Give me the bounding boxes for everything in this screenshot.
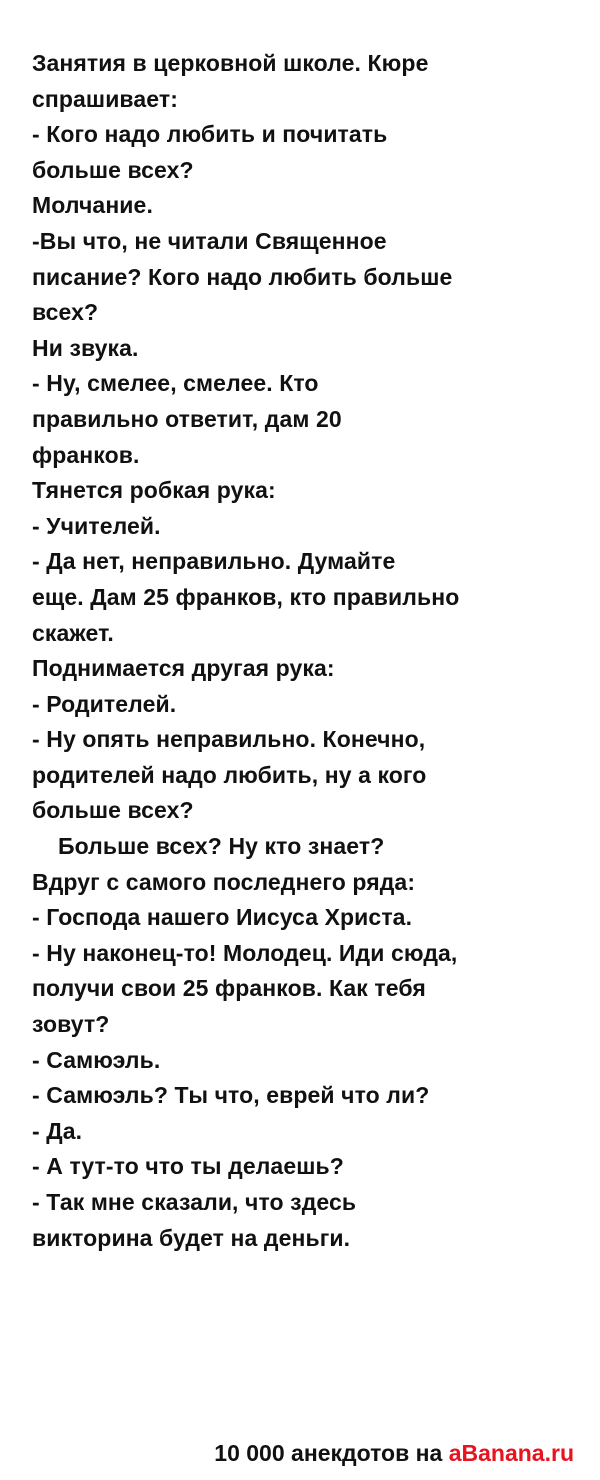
site-brand-name: Banana.ru: [461, 1440, 574, 1466]
joke-line: Вдруг с самого последнего ряда:: [32, 868, 416, 895]
joke-line: зовут?: [32, 1011, 110, 1038]
site-credit: [214, 1438, 574, 1468]
joke-line: викторина будет на деньги.: [32, 1224, 351, 1251]
joke-line: - Ну наконец-то! Молодец. Иди сюда,: [32, 939, 458, 966]
site-credit-prefix: 10 000 анекдотов на: [214, 1440, 449, 1466]
joke-line: получи свои 25 франков. Как тебя: [32, 975, 426, 1002]
joke-line: правильно ответит, дам 20: [32, 405, 342, 432]
joke-line: -Вы что, не читали Священное: [32, 227, 387, 254]
joke-line: больше всех?: [32, 797, 194, 824]
joke-line: писание? Кого надо любить больше: [32, 263, 453, 290]
joke-line: - Кого надо любить и почитать: [32, 121, 388, 148]
site-brand-first-letter: a: [448, 1440, 462, 1466]
joke-line: - Так мне сказали, что здесь: [32, 1189, 357, 1215]
joke-line: - Учителей.: [32, 512, 161, 539]
joke-line: Поднимается другая рука:: [32, 655, 335, 682]
joke-line: спрашивает:: [32, 85, 178, 112]
joke-line: - Ну, смелее, смелее. Кто: [32, 370, 319, 397]
joke-line: - Ну опять неправильно. Конечно,: [32, 726, 426, 753]
joke-line: - Да нет, неправильно. Думайте: [32, 548, 396, 575]
joke-line: - Самюэль.: [32, 1046, 161, 1073]
joke-line: Молчание.: [32, 192, 153, 219]
joke-line: скажет.: [32, 619, 114, 646]
joke-line: франков.: [32, 441, 140, 468]
joke-line: - Родителей.: [32, 690, 177, 717]
joke-line: Больше всех? Ну кто знает?: [32, 833, 385, 860]
joke-line: родителей надо любить, ну а кого: [32, 761, 427, 788]
joke-line: больше всех?: [32, 156, 194, 183]
joke-line: - А тут-то что ты делаешь?: [32, 1153, 344, 1180]
joke-line: - Господа нашего Иисуса Христа.: [32, 904, 413, 931]
joke-line: - Да.: [32, 1117, 83, 1144]
joke-line: Ни звука.: [32, 334, 139, 361]
joke-line: Занятия в церковной школе. Кюре: [32, 50, 429, 76]
joke-line: еще. Дам 25 франков, кто правильно: [32, 583, 460, 610]
joke-line: Тянется робкая рука:: [32, 477, 276, 504]
joke-text: [32, 46, 592, 1256]
joke-line: - Самюэль? Ты что, еврей что ли?: [32, 1082, 430, 1109]
joke-line: всех?: [32, 299, 99, 326]
